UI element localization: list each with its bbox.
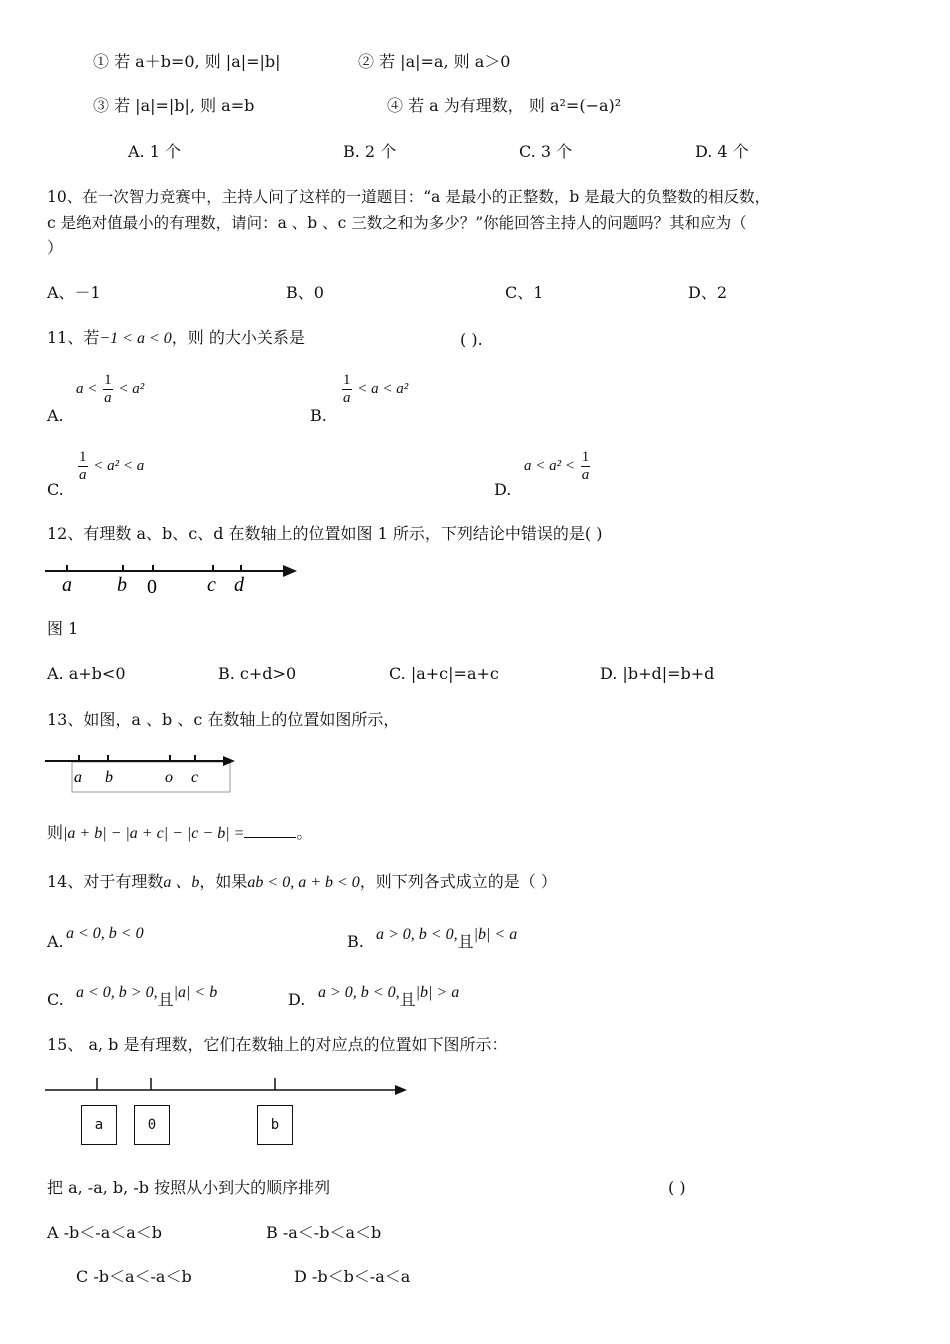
q15-number-line — [45, 1078, 415, 1098]
q15-option-b: B -a＜-b＜a＜b — [266, 1223, 382, 1242]
q10-option-d: D、2 — [688, 283, 728, 302]
q15-answer-paren: ( ) — [668, 1178, 686, 1197]
q12-axis-label-zero: 0 — [147, 576, 157, 598]
q9-statement-3: ③ 若 |a|=|b|, 则 a=b — [93, 96, 255, 115]
q10-stem-line-2: c 是绝对值最小的有理数，请问：a 、b 、c 三数之和为多少？”你能回答主持人的问题吗？其和应为（ — [47, 214, 747, 232]
q15-sort-prompt: 把 a, -a, b, -b 按照从小到大的顺序排列 — [47, 1178, 331, 1197]
q10-stem-line-1: 10、在一次智力竞赛中，主持人问了这样的一道题目：“a 是最小的正整数，b 是最大的负整数的相反数， — [47, 188, 771, 206]
q12-option-a: A. a+b<0 — [47, 664, 126, 683]
q10-option-a: A、－1 — [47, 283, 101, 302]
q11-answer-paren: ( ). — [460, 330, 483, 349]
q11-option-a-label: A. — [47, 406, 64, 425]
q14-option-a: a < 0, b < 0 — [66, 925, 144, 942]
q14-option-a-label: A. — [47, 932, 64, 951]
q11-option-d-expr: a < a² < $\frac{1}{a}$ — [524, 449, 590, 483]
q9-statement-1: ① 若 a＋b=0, 则 |a|=|b| — [93, 52, 281, 71]
q12-figure-caption: 图 1 — [47, 619, 79, 638]
q12-axis-label-a: a — [62, 574, 72, 596]
q15-option-c: C -b＜a＜-a＜b — [76, 1267, 192, 1286]
q11-option-d-label: D. — [494, 480, 512, 499]
q12-option-d: D. |b+d|=b+d — [600, 664, 715, 683]
q11-stem — [47, 330, 305, 347]
q12-option-c: C. |a+c|=a+c — [389, 664, 499, 683]
q12-number-line — [45, 560, 305, 600]
q11-option-c-expr: $\frac{1}{a}$ < a² < a — [79, 449, 145, 483]
q13-abs-expression: |a + b| − |a + c| − |c − b| = — [63, 825, 245, 842]
q13-axis-label-a: a — [74, 769, 82, 786]
q9-statement-2: ② 若 |a|=a, 则 a＞0 — [358, 52, 511, 71]
q13-axis-label-c: c — [191, 769, 199, 786]
q11-stem-suffix: ，则 的大小关系是 — [171, 328, 305, 347]
q14-option-d-label: D. — [288, 990, 306, 1009]
q12-axis-label-c: c — [207, 574, 216, 596]
q15-option-a: A -b＜-a＜a＜b — [47, 1223, 163, 1242]
q12-option-b: B. c+d>0 — [218, 664, 297, 683]
q13-axis-label-o: o — [165, 769, 173, 786]
q9-option-d: D. 4 个 — [695, 142, 749, 161]
q12-axis-label-b: b — [117, 574, 127, 596]
q13-axis-label-b: b — [105, 769, 113, 786]
q12-stem: 12、有理数 a、b、c、d 在数轴上的位置如图 1 所示，下列结论中错误的是( ) — [47, 524, 603, 543]
q10-stem-line-3: ） — [47, 238, 64, 257]
q11-option-c-label: C. — [47, 480, 64, 499]
q15-point-box-a: a — [81, 1105, 117, 1145]
q9-option-b: B. 2 个 — [343, 142, 397, 161]
q14-option-d: a > 0, b < 0,且|b| > a — [318, 984, 460, 1009]
q11-stem-prefix: 11、若 — [47, 328, 100, 347]
q10-option-b: B、0 — [286, 283, 324, 302]
q15-option-d: D -b＜b＜-a＜a — [294, 1267, 411, 1286]
q14-condition: ab < 0, a + b < 0 — [247, 874, 360, 891]
q11-condition: −1 < a < 0 — [99, 330, 172, 347]
q9-statement-4: ④ 若 a 为有理数， 则 a²=(−a)² — [387, 96, 622, 115]
q9-option-c: C. 3 个 — [519, 142, 573, 161]
q15-point-box-b: b — [257, 1105, 293, 1145]
q10-option-c: C、1 — [505, 283, 544, 302]
q14-option-b: a > 0, b < 0,且|b| < a — [376, 926, 518, 951]
q13-number-line — [45, 752, 245, 792]
q12-axis-label-d: d — [234, 574, 244, 596]
q15-point-box-zero: 0 — [134, 1105, 170, 1145]
q13-stem: 13、如图，a 、b 、c 在数轴上的位置如图所示， — [47, 710, 400, 729]
q13-answer-blank[interactable] — [244, 823, 296, 838]
q11-option-b-expr: $\frac{1}{a}$ < a < a² — [343, 372, 409, 406]
q13-expression: 则|a + b| − |a + c| − |c − b| = 。 — [47, 823, 313, 842]
q14-option-c: a < 0, b > 0,且|a| < b — [76, 984, 218, 1009]
q15-stem: 15、 a, b 是有理数，它们在数轴上的对应点的位置如下图所示： — [47, 1035, 508, 1054]
q14-stem: 14、对于有理数a 、b，如果ab < 0, a + b < 0，则下列各式成立的是（ ） — [47, 872, 557, 891]
q9-option-a: A. 1 个 — [128, 142, 181, 161]
q11-option-b-label: B. — [310, 406, 327, 425]
q14-option-c-label: C. — [47, 990, 64, 1009]
q11-option-a-expr: a < $\frac{1}{a}$ < a² — [76, 372, 145, 406]
q14-option-b-label: B. — [347, 932, 364, 951]
